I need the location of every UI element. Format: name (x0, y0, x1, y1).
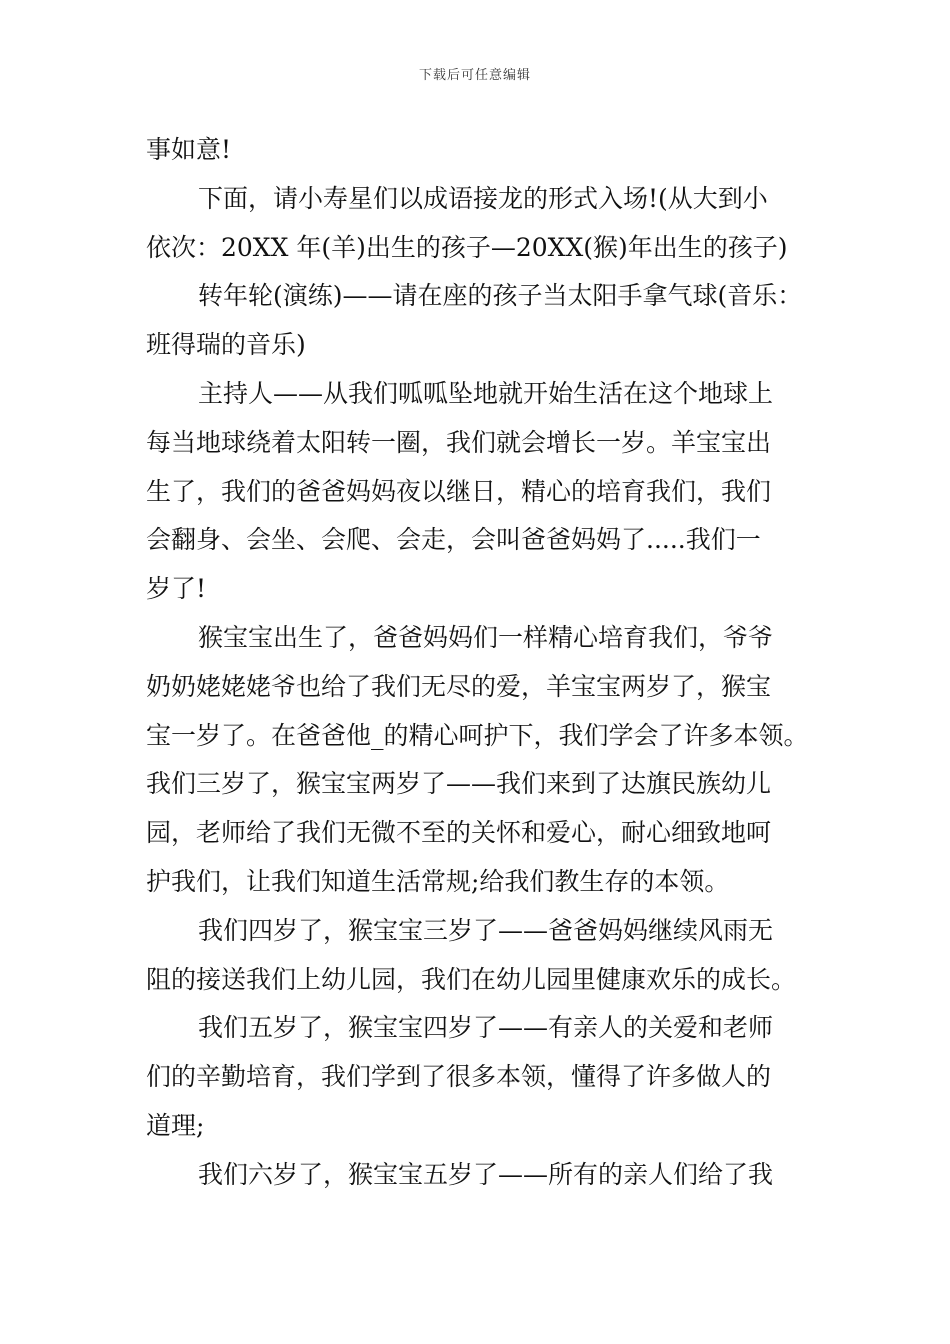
text-line: 转年轮(演练)——请在座的孩子当太阳手拿气球(音乐： (198, 281, 803, 311)
document-body (146, 126, 816, 1200)
text-line: 们的辛勤培育，我们学到了很多本领，懂得了许多做人的 (146, 1062, 772, 1092)
text-line: 奶奶姥姥姥爷也给了我们无尽的爱，羊宝宝两岁了，猴宝 (146, 671, 772, 701)
text-line: 宝一岁了。在爸爸他_的精心呵护下，我们学会了许多本领。 (146, 720, 809, 750)
text-line: 我们五岁了，猴宝宝四岁了——有亲人的关爱和老师 (198, 1013, 774, 1043)
text-line: 猴宝宝出生了，爸爸妈妈们一样精心培育我们，爷爷 (198, 622, 774, 652)
text-line: 事如意! (146, 135, 232, 164)
text-line: 岁了! (146, 574, 207, 604)
text-line: 护我们，让我们知道生活常规;给我们教生存的本领。 (146, 866, 730, 896)
text-line: 生了，我们的爸爸妈妈夜以继日，精心的培育我们，我们 (146, 476, 772, 506)
text-line: 阻的接送我们上幼儿园，我们在幼儿园里健康欢乐的成长。 (146, 964, 797, 994)
page-header: 下载后可任意编辑 (418, 68, 531, 83)
text-line: 园，老师给了我们无微不至的关怀和爱心，耐心细致地呵 (146, 818, 772, 848)
text-line: 下面，请小寿星们以成语接龙的形式入场!(从大到小 (198, 183, 768, 213)
text-line: 依次：20XX 年(羊)出生的孩子—20XX(猴)年出生的孩子) (146, 232, 788, 262)
text-line: 我们四岁了，猴宝宝三岁了——爸爸妈妈继续风雨无 (198, 915, 774, 945)
text-line: 我们六岁了，猴宝宝五岁了——所有的亲人们给了我 (198, 1159, 774, 1189)
text-line: 我们三岁了，猴宝宝两岁了——我们来到了达旗民族幼儿 (146, 769, 772, 799)
text-line: 会翻身、会坐、会爬、会走，会叫爸爸妈妈了.....我们一 (146, 525, 761, 555)
text-line: 主持人——从我们呱呱坠地就开始生活在这个地球上 (198, 378, 774, 408)
text-line: 每当地球绕着太阳转一圈，我们就会增长一岁。羊宝宝出 (146, 427, 772, 457)
text-line: 道理; (146, 1110, 205, 1140)
text-line: 班得瑞的音乐) (146, 330, 306, 360)
